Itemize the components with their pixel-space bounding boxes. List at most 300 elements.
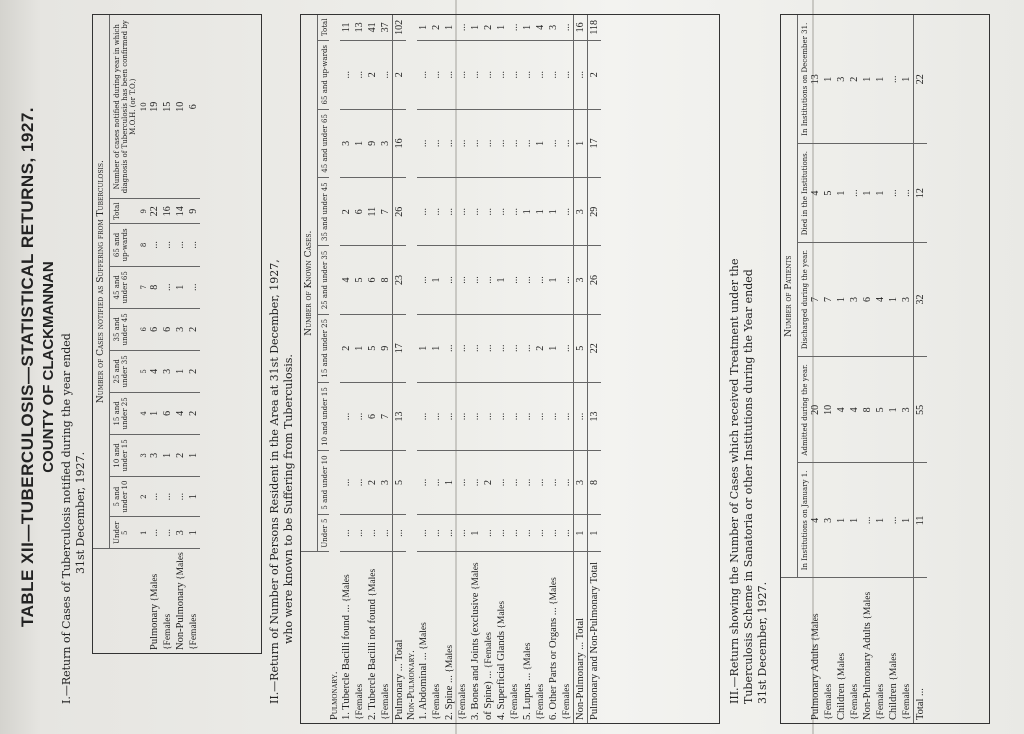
table-cell: ... [560, 15, 574, 40]
band-heading: Number of Cases notified as Suffering from Tuberculosis. [93, 15, 110, 549]
table-cell: ... [560, 40, 574, 109]
row-age: Children [835, 680, 847, 720]
table-cell: 1 [174, 350, 187, 392]
band-row [781, 15, 798, 723]
section2-table-box [300, 14, 720, 724]
table-cell: ... [353, 382, 366, 450]
column-header: 65 and up-wards [318, 40, 330, 109]
row-sex: {Females [162, 613, 173, 650]
table-cell: ... [534, 451, 547, 515]
table-row [848, 15, 861, 723]
row-label [174, 549, 187, 653]
table-cell: ... [379, 40, 393, 109]
column-header: Under 5 [110, 517, 138, 549]
table-cell: ... [417, 514, 430, 552]
row-label-text: 4. Superficial Glands [495, 631, 507, 720]
table-row [148, 15, 161, 653]
table-cell: 1 [353, 314, 366, 382]
table-row [353, 15, 366, 723]
table-cell: 2 [393, 40, 407, 109]
table-cell: ... [174, 224, 187, 267]
table-cell: 1 [534, 109, 547, 177]
table-cell: 1 [161, 434, 174, 476]
table-cell: 13 [353, 15, 366, 40]
table-cell: 55 [914, 357, 928, 463]
row-label-text: 6. Other Parts or Organs ... [547, 607, 559, 720]
table-cell: 5 [874, 357, 887, 463]
column-header: 35 and under 45 [110, 308, 138, 350]
table-cell: ... [430, 382, 443, 450]
row-label [340, 552, 353, 723]
row-sex: {Males [149, 573, 160, 604]
table-cell: ... [443, 178, 456, 246]
table-cell: ... [887, 144, 900, 242]
table-cell: ... [456, 246, 469, 314]
column-header: 10 and under 15 [110, 434, 138, 476]
row-sex: {Males [418, 622, 429, 653]
table-cell: 1 [174, 266, 187, 308]
table-cell: ... [495, 178, 508, 246]
column-header: 65 and up-wards [110, 224, 138, 267]
table-cell: ... [495, 451, 508, 515]
table-cell: 7 [809, 242, 822, 357]
column-number: 8 [137, 224, 148, 267]
table-cell: 118 [588, 15, 602, 40]
table-cell: 6 [148, 308, 161, 350]
table-cell: 5 [822, 144, 835, 242]
group-heading: Non-Pulmonary. [406, 650, 417, 720]
column-header: Number of cases notified during year in which diagnosis of Tuberculosis has been confirmed by M.O.H. (or T.O.) [110, 15, 138, 199]
column-header: Admitted during the year. [798, 357, 810, 463]
column-header: 25 and under 35 [318, 246, 330, 314]
row-label [430, 552, 443, 723]
table-cell: 1 [443, 451, 456, 515]
row-label-text: Pulmonary and Non-Pulmonary Total [589, 561, 600, 720]
table-cell: 1 [835, 242, 848, 357]
table-cell: 26 [393, 178, 407, 246]
row-sex: {Males [470, 562, 481, 593]
table-cell: ... [508, 382, 521, 450]
section1-heading: I.—Return of Cases of Tuberculosis notified during the year ended 31st December, 1927. [60, 333, 87, 704]
table-cell: ... [482, 109, 495, 177]
table-cell: ... [469, 382, 482, 450]
row-label [874, 578, 887, 723]
table-cell: ... [547, 514, 560, 552]
table-cell: ... [456, 109, 469, 177]
table-cell: ... [379, 514, 393, 552]
table-cell: ... [148, 224, 161, 267]
table-cell: ... [534, 246, 547, 314]
table-cell: ... [443, 514, 456, 552]
table-cell: 1 [874, 463, 887, 578]
row-label [161, 549, 174, 653]
table-row [187, 15, 200, 653]
table-cell: 13 [393, 382, 407, 450]
table-cell: 20 [809, 357, 822, 463]
table-cell: 5 [393, 451, 407, 515]
table-row [809, 15, 822, 723]
table-cell: ... [417, 109, 430, 177]
table-cell: ... [508, 15, 521, 40]
table-cell: 1 [547, 314, 560, 382]
table-cell: ... [521, 40, 534, 109]
table-cell: ... [508, 246, 521, 314]
table-cell: ... [469, 109, 482, 177]
table-cell: ... [547, 382, 560, 450]
blank-cell [301, 552, 318, 723]
row-label [822, 578, 835, 723]
column-header-row [798, 15, 810, 723]
table-cell: ... [366, 514, 379, 552]
table-row [508, 15, 521, 723]
table-cell: 1 [848, 463, 861, 578]
row-label [366, 552, 379, 723]
column-header: 25 and under 35 [110, 350, 138, 392]
table-cell: 3 [148, 434, 161, 476]
table-cell: 2 [534, 314, 547, 382]
table-cell: ... [340, 382, 353, 450]
band-heading: Number of Known Cases. [301, 15, 318, 552]
table-cell: 5 [574, 314, 588, 382]
row-sex: {Males [496, 600, 507, 632]
section1-table-box [92, 14, 262, 654]
table-row [534, 15, 547, 723]
table-cell: ... [161, 266, 174, 308]
table-cell: ... [353, 451, 366, 515]
table-row [835, 15, 848, 723]
table-cell: ... [469, 178, 482, 246]
table-row [174, 15, 187, 653]
table-cell: ... [521, 314, 534, 382]
row-sex: {Females [457, 683, 468, 720]
table-cell: ... [353, 40, 366, 109]
table-cell: ... [534, 514, 547, 552]
row-label [900, 578, 914, 723]
table-cell: 3 [161, 350, 174, 392]
table-cell: 1 [187, 476, 200, 516]
row-label [443, 552, 456, 723]
table-cell: ... [574, 382, 588, 450]
row-label [861, 578, 874, 723]
table-cell: ... [495, 382, 508, 450]
section3-table [781, 15, 927, 723]
table-cell: 3 [340, 109, 353, 177]
table-cell: 6 [353, 178, 366, 246]
table-cell: 23 [393, 246, 407, 314]
table-cell: ... [508, 314, 521, 382]
row-label [887, 578, 900, 723]
table-cell: 1 [835, 144, 848, 242]
table-cell: ... [456, 514, 469, 552]
section3-table-box [780, 14, 990, 724]
column-number: 4 [137, 392, 148, 434]
band-row [301, 15, 318, 723]
table-cell: 1 [148, 392, 161, 434]
table-cell: 16 [161, 199, 174, 224]
grand-total-row [588, 15, 602, 723]
table-cell: 2 [174, 434, 187, 476]
table-cell: ... [161, 517, 174, 549]
table-cell: ... [521, 246, 534, 314]
row-sex: {Males [548, 577, 559, 608]
row-label [417, 552, 430, 723]
table-cell: ... [417, 246, 430, 314]
table-cell: 1 [861, 144, 874, 242]
table-cell: 10 [822, 357, 835, 463]
row-label: Total ... [914, 578, 928, 723]
table-cell: 1 [887, 357, 900, 463]
table-cell: ... [495, 40, 508, 109]
row-label [574, 552, 588, 723]
table-cell: 1 [353, 109, 366, 177]
table-cell: 1 [874, 144, 887, 242]
table-cell: 8 [861, 357, 874, 463]
row-sex: {Females [849, 683, 860, 720]
table-cell: 29 [588, 178, 602, 246]
row-group: Non-Pulmonary [861, 650, 873, 720]
table-cell: 1 [534, 178, 547, 246]
table-row [430, 15, 443, 723]
table-row [417, 15, 430, 723]
table-row [482, 15, 495, 723]
table-row [161, 15, 174, 653]
table-cell: 6 [161, 392, 174, 434]
column-header: In Institutions on December 31. [798, 15, 810, 144]
table-cell: 1 [822, 15, 835, 144]
row-sex: {Females [509, 683, 520, 720]
row-label [588, 552, 602, 723]
section2-heading: II.—Return of Number of Persons Resident in the Area at 31st December, 1927, who were known to be Suffering from Tuberculosis. [268, 259, 295, 704]
table-cell: 1 [417, 15, 430, 40]
row-label-text: 5. Lupus ... [521, 672, 533, 720]
table-cell: 10 [174, 15, 187, 199]
table-cell: 1 [430, 314, 443, 382]
column-header: 15 and under 25 [318, 314, 330, 382]
table-cell: ... [340, 514, 353, 552]
table-row [861, 15, 874, 723]
table-cell: ... [148, 517, 161, 549]
table-cell: ... [521, 451, 534, 515]
table-cell: ... [560, 514, 574, 552]
table-cell: 4 [148, 350, 161, 392]
band-row [93, 15, 110, 653]
table-cell: ... [861, 463, 874, 578]
table-cell: ... [508, 451, 521, 515]
row-sex: {Females [354, 683, 365, 720]
table-cell: ... [417, 382, 430, 450]
row-label-text: 1. Tubercle Bacilli found ... [340, 604, 352, 720]
table-cell: 4 [340, 246, 353, 314]
row-sex: {Females [901, 683, 912, 720]
table-cell: 11 [340, 15, 353, 40]
row-label [148, 549, 161, 653]
table-cell: ... [469, 314, 482, 382]
table-cell: 3 [900, 242, 914, 357]
table-cell: ... [495, 514, 508, 552]
column-header: 35 and under 45 [318, 178, 330, 246]
group-heading: Pulmonary. [329, 671, 340, 720]
table-cell: 1 [574, 109, 588, 177]
table-cell: 8 [148, 266, 161, 308]
table-cell: ... [417, 178, 430, 246]
table-cell: ... [482, 178, 495, 246]
table-cell: 11 [914, 463, 928, 578]
table-cell: 2 [187, 350, 200, 392]
table-row [900, 15, 914, 723]
table-cell: 1 [469, 15, 482, 40]
row-age: Adults [861, 619, 873, 651]
table-cell: 2 [340, 178, 353, 246]
row-label-text: 1. Abdominal ... [417, 652, 429, 720]
table-cell: 3 [848, 242, 861, 357]
table-cell: ... [482, 314, 495, 382]
column-number: 9 [137, 199, 148, 224]
blank-cell [798, 578, 810, 723]
table-cell: ... [547, 451, 560, 515]
table-row [340, 15, 353, 723]
table-cell: ... [900, 144, 914, 242]
table-cell: 3 [379, 109, 393, 177]
row-label [456, 552, 469, 723]
column-header: Died in the Institutions. [798, 144, 810, 242]
table-cell: 1 [835, 463, 848, 578]
table-cell: ... [353, 514, 366, 552]
row-sex: {Females [561, 683, 572, 720]
table-cell: 1 [187, 517, 200, 549]
table-cell: 4 [835, 357, 848, 463]
row-label-text: 2. Tubercle Bacilli not found [366, 598, 378, 720]
table-cell: ... [430, 178, 443, 246]
table-cell: ... [340, 40, 353, 109]
row-label [379, 552, 393, 723]
row-sex: {Males [175, 552, 186, 583]
row-label [547, 552, 560, 723]
table-cell: 1 [861, 15, 874, 144]
column-header-row [318, 15, 330, 723]
section3-heading: III.—Return showing the Number of Cases which received Treatment under the Tuberculosis Scheme in Sanatoria or other Institutions during the Year ended 31st December, 1927. [728, 258, 769, 704]
column-number: 7 [137, 266, 148, 308]
blank-cell [110, 549, 138, 653]
column-header: 5 and under 10 [318, 451, 330, 515]
column-number: 1 [137, 517, 148, 549]
table-cell: 11 [366, 178, 379, 246]
table-cell: ... [469, 246, 482, 314]
table-cell: 4 [809, 463, 822, 578]
table-cell: 1 [887, 242, 900, 357]
row-sex: {Females [188, 613, 199, 650]
row-label [353, 552, 366, 723]
table-cell: ... [148, 476, 161, 516]
table-cell: ... [482, 514, 495, 552]
table-cell: ... [340, 451, 353, 515]
column-header: 10 and under 15 [318, 382, 330, 450]
row-label [508, 552, 521, 723]
table-cell: 12 [914, 144, 928, 242]
column-header: Total [318, 15, 330, 40]
table-cell: 3 [174, 308, 187, 350]
row-sex: {Females [431, 683, 442, 720]
row-sex: {Males [444, 644, 455, 676]
table-cell: ... [482, 246, 495, 314]
row-sex: {Males [810, 613, 821, 642]
section2-table [301, 15, 601, 723]
column-number: 2 [137, 476, 148, 516]
row-sex: {Females [483, 632, 494, 671]
table-cell: ... [443, 109, 456, 177]
table-cell: 1 [430, 246, 443, 314]
row-label-text: Non-Pulmonary [174, 582, 186, 650]
table-cell: ... [430, 40, 443, 109]
table-cell: ... [560, 314, 574, 382]
table-cell: 8 [588, 451, 602, 515]
table-cell: ... [187, 266, 200, 308]
blank-cell [137, 549, 148, 653]
table-cell: 3 [174, 517, 187, 549]
blank-cell [93, 549, 110, 653]
table-cell: 2 [588, 40, 602, 109]
table-cell: ... [443, 246, 456, 314]
table-cell: ... [430, 451, 443, 515]
table-cell: 5 [366, 314, 379, 382]
group-heading-row [406, 15, 417, 723]
table-cell: ... [443, 314, 456, 382]
table-cell: ... [430, 514, 443, 552]
table-cell: 3 [822, 463, 835, 578]
column-number: 10 [137, 15, 148, 199]
table-cell: ... [456, 40, 469, 109]
table-cell: 1 [588, 514, 602, 552]
row-sex: {Males [367, 568, 378, 599]
table-cell: 4 [874, 242, 887, 357]
table-cell: 1 [417, 314, 430, 382]
column-number-row [137, 15, 148, 653]
table-row [495, 15, 508, 723]
table-cell: 2 [187, 392, 200, 434]
table-cell: 3 [574, 451, 588, 515]
row-label-text: Pulmonary ... Total [394, 639, 405, 720]
table-cell: ... [508, 109, 521, 177]
table-cell: 16 [574, 15, 588, 40]
table-cell: 9 [187, 199, 200, 224]
table-cell: ... [161, 476, 174, 516]
table-cell: ... [174, 476, 187, 516]
table-cell: 19 [148, 15, 161, 199]
table-cell: 9 [379, 314, 393, 382]
table-cell: 1 [900, 463, 914, 578]
row-label [809, 578, 822, 723]
table-cell: 5 [353, 246, 366, 314]
column-header: 45 and under 65 [318, 109, 330, 177]
table-cell: ... [482, 382, 495, 450]
table-cell: ... [495, 109, 508, 177]
row-age: Adults [809, 641, 821, 672]
table-cell: ... [456, 314, 469, 382]
blank-cell [318, 552, 330, 723]
table-cell: ... [887, 463, 900, 578]
table-cell: ... [508, 514, 521, 552]
table-cell: ... [495, 314, 508, 382]
table-cell: ... [521, 109, 534, 177]
table-cell: 1 [574, 514, 588, 552]
table-cell: 22 [148, 199, 161, 224]
table-cell: 1 [469, 514, 482, 552]
table-row [379, 15, 393, 723]
table-cell: ... [560, 382, 574, 450]
section1-table [93, 15, 200, 653]
table-cell: 1 [521, 15, 534, 40]
blank-cell [781, 578, 798, 723]
table-cell: 3 [900, 357, 914, 463]
